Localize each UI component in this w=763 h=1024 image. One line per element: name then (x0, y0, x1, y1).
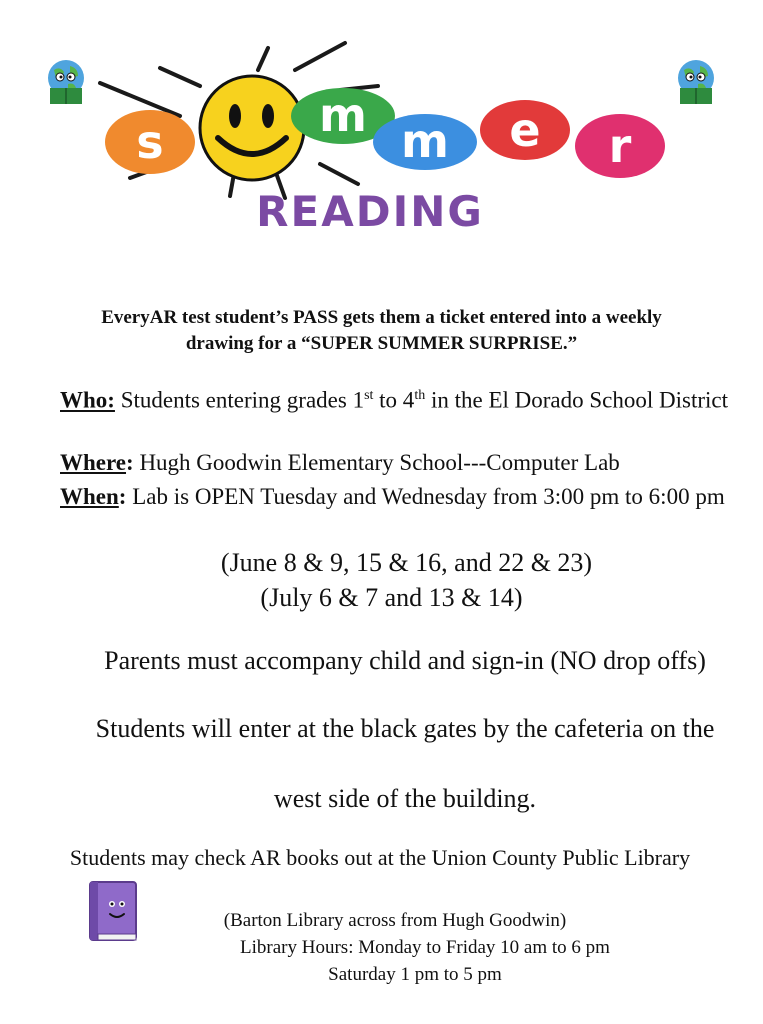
intro-paragraph (20, 305, 743, 357)
globe-reading-book-icon (40, 56, 92, 108)
who-sup-1: st (364, 388, 374, 403)
who-sup-2: th (414, 388, 426, 403)
library-weekday-hours: Library Hours: Monday to Friday 10 am to 6 pm (240, 937, 610, 958)
west-side-note: west side of the building. (273, 784, 537, 813)
globe-reading-book-icon-right (670, 56, 722, 108)
where-colon: : (126, 450, 134, 475)
letter-r: r (608, 119, 632, 173)
parents-note: Parents must accompany child and sign-in (NO drop offs) (104, 646, 706, 675)
when-section (60, 482, 750, 512)
where-section (60, 448, 750, 478)
where-label: Where (60, 450, 127, 475)
who-text-3: in the El Dorado School District (425, 387, 728, 413)
entrance-note: Students will enter at the black gates by the cafeteria on the (95, 714, 715, 743)
library-info (120, 907, 710, 988)
library-saturday-hours: Saturday 1 pm to 5 pm (328, 964, 502, 985)
library-checkout-note: Students may check AR books out at the Union County Public Library (69, 845, 691, 870)
who-label: Who: (60, 387, 115, 413)
letter-s-badge (105, 110, 195, 174)
letter-e: e (509, 103, 541, 157)
intro-line-1: EveryAR test student’s PASS gets them a ticket entered into a weekly (101, 307, 662, 328)
letter-s: s (136, 115, 164, 169)
july-dates: (July 6 & 7 and 13 & 14) (260, 583, 523, 612)
barton-library-note: (Barton Library across from Hugh Goodwin) (223, 910, 567, 931)
reading-word: READING (256, 187, 484, 236)
letter-m1: m (319, 88, 367, 142)
sun-smiley-face (200, 76, 304, 180)
letter-m2: m (401, 114, 449, 168)
when-colon: : (118, 484, 127, 509)
summer-reading-logo (40, 38, 730, 238)
letter-e-badge (480, 100, 570, 160)
who-text-1: Students entering grades 1 (114, 387, 365, 413)
when-label: When (60, 484, 119, 509)
letter-r-badge (575, 114, 665, 178)
where-text: Hugh Goodwin Elementary School---Computer Lab (133, 450, 620, 475)
who-section (60, 381, 750, 416)
when-text: Lab is OPEN Tuesday and Wednesday from 3:00 pm to 6:00 pm (126, 484, 725, 509)
who-text-2: to 4 (373, 387, 415, 413)
june-dates: (June 8 & 9, 15 & 16, and 22 & 23) (220, 548, 593, 577)
letter-m2-badge (373, 114, 477, 170)
intro-line-2: drawing for a “SUPER SUMMER SURPRISE.” (185, 333, 578, 354)
